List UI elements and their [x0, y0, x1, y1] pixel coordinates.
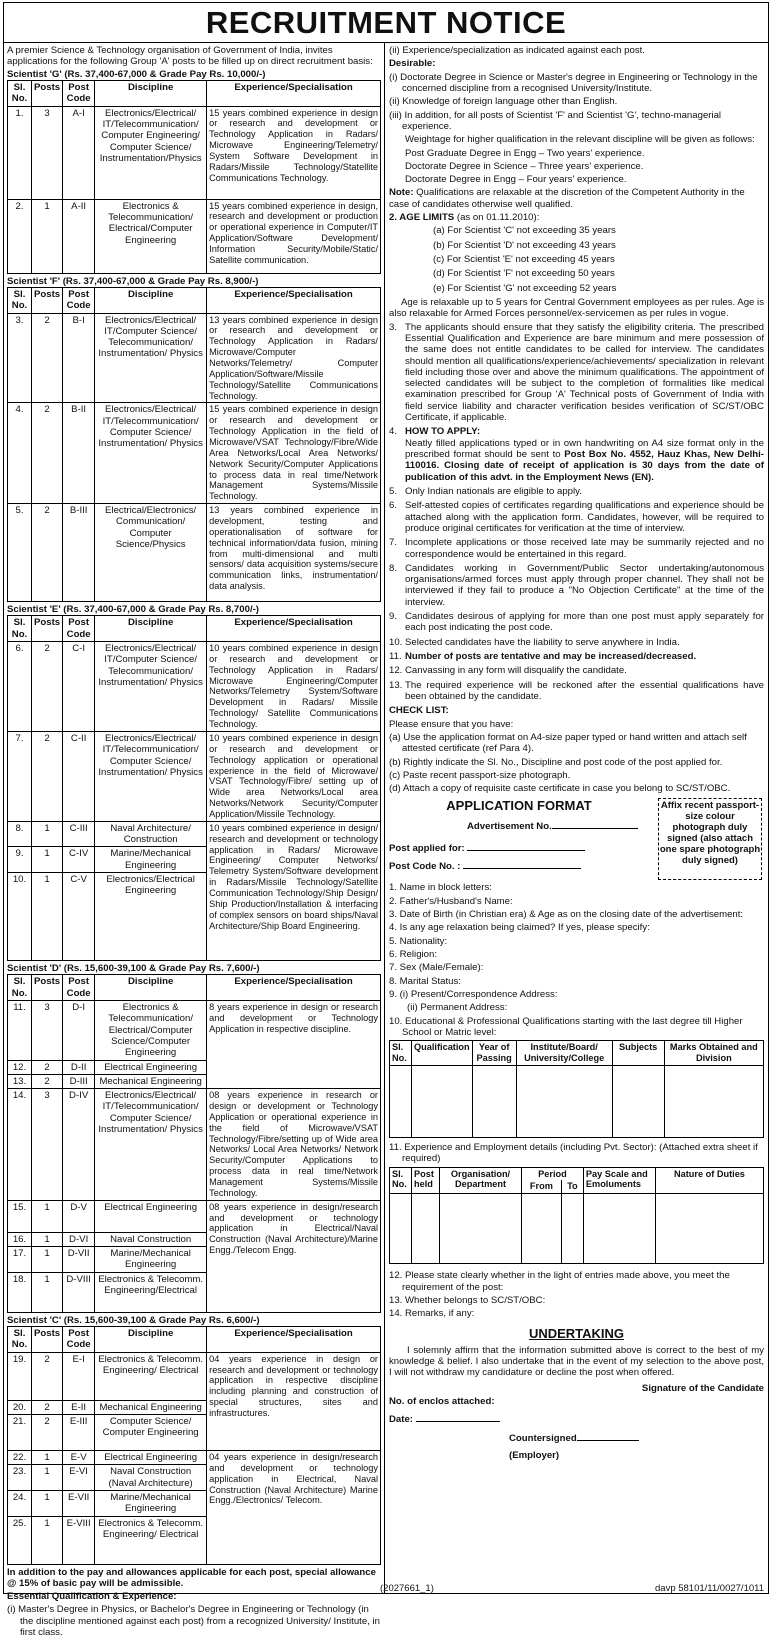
age-item: (a) For Scientist 'C' not exceeding 35 years — [433, 225, 616, 237]
cell-discipline: Electronics/Electrical/ IT/Telecommunication/ Computer Engineering/ Computer Science/ Instrumentation/Physics — [95, 106, 207, 199]
how-to-apply-text: Neatly filled applications typed or in own handwriting on A4 size format only in the prescribed format should be sent to — [405, 437, 764, 460]
age-limits-heading — [389, 212, 764, 223]
col-header: Institute/Board/ University/College — [516, 1041, 612, 1066]
cell-discipline: Electrical Engineering — [95, 1060, 207, 1074]
cell-posts: 2 — [32, 1414, 63, 1450]
essential-qualification-ii: (ii) Experience/specialization as indicated against each post. — [389, 45, 645, 56]
section-heading-d: Scientist 'D' (Rs. 15,600-39,100 & Grade Pay Rs. 7,600/-) — [7, 963, 260, 975]
note-label: Note: — [389, 187, 414, 199]
section-heading-c: Scientist 'C' (Rs. 15,600-39,100 & Grade Pay Rs. 6,600/-) — [7, 1314, 260, 1326]
special-allowance: In addition to the pay and allowances applicable for each post, special allowance @ 15% of basic pay will be admissible. — [7, 1566, 376, 1589]
col-header-sl: Sl. No. — [8, 975, 32, 1001]
cell-experience: 15 years combined experience in design, research and development or production or operational experience in Computer/IT Application/Software Development/ Information Security/Mobile/Static/ Satellite communication. — [207, 199, 381, 273]
undertaking-title: UNDERTAKING — [528, 1325, 625, 1341]
cell-sl: 19. — [8, 1352, 32, 1400]
table-row — [8, 1000, 381, 1060]
cell-code: D-V — [63, 1200, 95, 1232]
cell-experience-merged: 04 years experience in design/research and development or technology application in Electrical, Naval Construction (Naval Architecture) Marine Engg./Electronics/ Telecom. — [207, 1450, 381, 1564]
col-header: Post held — [412, 1167, 440, 1194]
table-scientist-e — [7, 615, 381, 961]
age-relaxation: Age is relaxable up to 5 years for Central Government employees as per rules. Age is also relaxable for Armed Forces personnel/ex-servicemen as per rules in vogue. — [389, 296, 764, 320]
age-label: 2. AGE LIMITS — [389, 212, 455, 224]
clause-text: The applicants should ensure that they satisfy the eligibility criteria. The prescribed Essential Qualification and Experience are bare minimum and mere possession of the same does not entitle candidates to be called for interview. The candidates should mention all qualifications/experience/achievements/ specialization in relevant field including those over and above the minimum qualifications. The appointment of selected candidates will be subject to the completion of formalities like medical examination prescribed for Group 'A' Technical posts of Government of India with field service liability and character verification besides verification of SC/ST/OBC Certificate, if applicable. — [405, 321, 764, 424]
clause-8: 8. Candidates working in Government/Public Sector undertaking/autonomous organisations/armed forces must apply through proper channel. They shall not be interviewed if they fail to produce a "No Objection Certificate" at the time of the interview. — [389, 562, 764, 608]
clause-text: Only Indian nationals are eligible to apply. — [405, 485, 582, 497]
age-item: (e) For Scientist 'G' not exceeding 52 years — [433, 282, 617, 294]
how-to-apply-address: Post Box No. 4552, Hauz Khas, New Delhi-110016. Closing date of receipt of application is 30 days from the date of publication of this advt. in the Employment News (EN). — [405, 449, 764, 483]
footer-code: (2027661_1) — [380, 1582, 434, 1594]
form-item: (ii) Permanent Address: — [407, 1002, 508, 1014]
cell-experience: 10 years combined experience in design or research and development or Technology application or operational experience in the field of Microwave/ VSAT Technology/Fibre/ setting up of Wide area Networks/Local area Networks/Network Security/Computer Application/Missile Technology. — [207, 731, 381, 821]
cell-posts: 1 — [32, 199, 63, 273]
cell-sl: 6. — [8, 642, 32, 732]
cell-discipline: Electronics & Telecomm. Engineering/ Electrical — [95, 1352, 207, 1400]
form-item: 7. Sex (Male/Female): — [389, 962, 484, 974]
cell-sl: 21. — [8, 1414, 32, 1450]
cell-code: E-VII — [63, 1490, 95, 1516]
col-header: From — [522, 1180, 562, 1193]
clause-6: 6. Self-attested copies of certificates regarding qualifications and experience should be attached along with the application form. Candidates, however, will be required to produce original certificates for verification at the time of interview. — [389, 500, 764, 534]
clause-text: The required experience will be reckoned after the essential qualifications have been obtained by the candidate. — [405, 679, 764, 702]
cell-discipline: Marine/Mechanical Engineering — [95, 1490, 207, 1516]
cell-posts: 2 — [32, 504, 63, 602]
form-item: 12. Please state clearly whether in the light of entries made above, you meet the requirement of the post: — [389, 1270, 730, 1293]
col-header-experience: Experience/Specialisation — [207, 287, 381, 313]
cell-code: D-VIII — [63, 1272, 95, 1312]
weightage-item: Doctorate Degree in Science – Three years' experience. — [405, 160, 644, 172]
col-header-posts: Posts — [32, 975, 63, 1001]
cell-code: C-V — [63, 873, 95, 961]
table-row — [8, 821, 381, 847]
cell-code: D-VII — [63, 1247, 95, 1273]
table-row — [8, 199, 381, 273]
table-row — [8, 504, 381, 602]
form-item: 11. Experience and Employment details (including Pvt. Sector): (Attached extra sheet if required) — [389, 1141, 758, 1165]
table-row — [8, 642, 381, 732]
col-header-experience: Experience/Specialisation — [207, 975, 381, 1001]
cell-experience-merged: 04 years experience in design or research and development or technology application in respective discipline including planning and construction of special structures, sites and infrastructures. — [207, 1352, 381, 1450]
cell-sl: 13. — [8, 1074, 32, 1088]
table-row — [390, 1065, 764, 1137]
clause-text: Incomplete applications or those received late may be summarily rejected and no correspondence would be entertained in this regard. — [405, 537, 764, 560]
col-header-sl: Sl. No. — [8, 287, 32, 313]
cell-sl: 9. — [8, 847, 32, 873]
qualification-table — [389, 1040, 764, 1138]
cell-code: E-V — [63, 1450, 95, 1464]
table-row — [390, 1194, 764, 1264]
cell-discipline: Naval Construction (Naval Architecture) — [95, 1465, 207, 1491]
check-item: (c) Paste recent passport-size photograph. — [389, 769, 571, 781]
cell-posts: 2 — [32, 1400, 63, 1414]
note — [389, 187, 764, 210]
col-header-code: Post Code — [63, 616, 95, 642]
cell-discipline: Mechanical Engineering — [95, 1074, 207, 1088]
col-header-discipline: Discipline — [95, 975, 207, 1001]
cell-discipline: Naval Architecture/ Construction — [95, 821, 207, 847]
col-header-experience: Experience/Specialisation — [207, 80, 381, 106]
clause-text: Canvassing in any form will disqualify the candidate. — [405, 665, 627, 677]
cell-sl: 23. — [8, 1465, 32, 1491]
form-item: 1. Name in block letters: — [389, 882, 492, 894]
form-item: 14. Remarks, if any: — [389, 1308, 475, 1320]
clause-11: 11. Number of posts are tentative and may be increased/decreased. — [389, 651, 764, 662]
advertisement-no: Advertisement No. — [389, 820, 764, 832]
table-row — [8, 403, 381, 504]
cell-sl: 11. — [8, 1000, 32, 1060]
clause-text: Candidates desirous of applying for more than one post must apply separately for each post indicating the post code. — [405, 611, 764, 634]
clause-13: 13. The required experience will be reckoned after the essential qualifications have been obtained by the candidate. — [389, 679, 764, 702]
cell-posts: 2 — [32, 642, 63, 732]
cell-experience-merged: 08 years experience in design/research and development or technology application in Electrical/Naval Construction (Naval Architecture)/Marine Engg./Telecom Engg. — [207, 1200, 381, 1312]
cell-experience-merged: 8 years experience in design or research and development or Technology Application in respective discipline. — [207, 1000, 381, 1088]
cell-discipline: Mechanical Engineering — [95, 1400, 207, 1414]
age-item: (d) For Scientist 'F' not exceeding 50 years — [433, 268, 615, 280]
cell-discipline: Electronics/Electrical Engineering — [95, 873, 207, 961]
desirable-item: (i) Doctorate Degree in Science or Master's degree in Engineering or Technology in the concerned discipline from a recognised University/Institute. — [389, 71, 758, 94]
cell-posts: 1 — [32, 1490, 63, 1516]
col-header-experience: Experience/Specialisation — [207, 1327, 381, 1353]
clause-text: Self-attested copies of certificates regarding qualifications and experience should be attached along with the application form. Candidates, however, will be required to produce original certificates for verification at the time of interview. — [405, 500, 764, 534]
cell-code: C-II — [63, 731, 95, 821]
cell-discipline: Computer Science/ Computer Engineering — [95, 1414, 207, 1450]
clause-9: 9. Candidates desirous of applying for more than one post must apply separately for each post indicating the post code. — [389, 611, 764, 634]
cell-sl: 2. — [8, 199, 32, 273]
col-header-discipline: Discipline — [95, 1327, 207, 1353]
cell-posts: 1 — [32, 1247, 63, 1273]
left-column — [4, 43, 385, 1638]
cell-discipline: Electrical Engineering — [95, 1450, 207, 1464]
note-text: Qualifications are relaxable at the discretion of the Competent Authority in the case of candidates otherwise well qualified. — [389, 187, 745, 210]
table-scientist-d — [7, 974, 381, 1312]
col-header: Year of Passing — [472, 1041, 516, 1066]
cell-sl: 12. — [8, 1060, 32, 1074]
cell-experience: 13 years combined experience in development, testing and operationalisation of software for technical information/data fusion, mining from multi-dimensional and multi sensors/ data acquisition systems/secure communication links, instrumentation/ data analysis. — [207, 504, 381, 602]
cell-discipline: Electronics/Electrical/ IT/Telecommunication/ Computer Science/ Instrumentation/ Physics — [95, 1089, 207, 1201]
cell-code: B-I — [63, 313, 95, 403]
cell-discipline: Electronics & Telecomm. Engineering/Electrical — [95, 1272, 207, 1312]
cell-posts: 1 — [32, 1272, 63, 1312]
essential-qualification-i: (i) Master's Degree in Physics, or Bachelor's Degree in Engineering or Technology (in the discipline mentioned against each post) from a recognized University/ Institute, in first class. — [7, 1604, 380, 1638]
col-header: Period — [522, 1167, 584, 1180]
cell-discipline: Naval Construction — [95, 1232, 207, 1246]
table-row — [8, 313, 381, 403]
clause-7: 7. Incomplete applications or those received late may be summarily rejected and no correspondence would be entertained in this regard. — [389, 537, 764, 560]
page-title: RECRUITMENT NOTICE — [3, 2, 769, 42]
col-header-code: Post Code — [63, 287, 95, 313]
weightage-text: Weightage for higher qualification in the relevant discipline will be given as follows: — [405, 134, 755, 146]
cell-code: D-VI — [63, 1232, 95, 1246]
col-header: Subjects — [612, 1041, 664, 1066]
how-to-apply-heading: HOW TO APPLY: — [405, 426, 481, 438]
cell-posts: 2 — [32, 731, 63, 821]
cell-discipline: Electronics/Electrical/ IT/Telecommunication/ Computer Science/ Instrumentation/ Physics — [95, 403, 207, 504]
col-header-code: Post Code — [63, 80, 95, 106]
cell-discipline: Marine/Mechanical Engineering — [95, 847, 207, 873]
cell-discipline: Electrical/Electronics/ Communication/ Computer Science/Physics — [95, 504, 207, 602]
col-header-sl: Sl. No. — [8, 80, 32, 106]
cell-experience: 15 years combined experience in design or research and development or Technology Application in Radars/ Microwave Engineering/Telemetry/ System Software Development in Radars/Missile Technology/Statellite Communications Technology. — [207, 106, 381, 199]
desirable-item: (iii) In addition, for all posts of Scientist 'F' and Scientist 'G', techno-managerial experience. — [389, 109, 722, 132]
cell-sl: 22. — [8, 1450, 32, 1464]
col-header-discipline: Discipline — [95, 80, 207, 106]
table-row — [8, 1352, 381, 1400]
cell-posts: 1 — [32, 847, 63, 873]
cell-posts: 1 — [32, 1200, 63, 1232]
cell-sl: 5. — [8, 504, 32, 602]
cell-discipline: Marine/Mechanical Engineering — [95, 1247, 207, 1273]
cell-posts: 3 — [32, 1089, 63, 1201]
clause-text: Candidates working in Government/Public Sector undertaking/autonomous organisations/armed forces must apply through proper channel. They shall not be interviewed if they fail to produce a "No Objection Certificate" at the time of the interview. — [405, 562, 764, 608]
cell-posts: 2 — [32, 403, 63, 504]
col-header-posts: Posts — [32, 80, 63, 106]
cell-discipline: Electronics & Telecommunication/ Electrical/Computer Science/Computer Engineering — [95, 1000, 207, 1060]
cell-discipline: Electronics/Electrical/ IT/Computer Science/ Telecommunication/ Instrumentation/ Physics — [95, 313, 207, 403]
cell-code: C-III — [63, 821, 95, 847]
intro-text: A premier Science & Technology organisation of Government of India, invites applications for the following Group 'A' posts to be filled up on direct recruitment basis: — [7, 45, 373, 68]
table-row — [8, 106, 381, 199]
cell-discipline: Electronics/Electrical/ IT/Computer Science/ Telecommunication/ Instrumentation/ Physics — [95, 642, 207, 732]
clause-5: 5. Only Indian nationals are eligible to apply. — [389, 486, 764, 497]
cell-sl: 25. — [8, 1516, 32, 1564]
col-header: Sl. No. — [390, 1041, 412, 1066]
col-header-discipline: Discipline — [95, 287, 207, 313]
cell-experience: 15 years combined experience in design or research and development or Technology Application in the field of Microwave/VSAT Technology/Fibre/Wide Area Networks/Local Area Networks/ Network Security/Computer Applications to process data in real time/Network Management Systems/Missile Technology. — [207, 403, 381, 504]
cell-sl: 17. — [8, 1247, 32, 1273]
date-label: Date: — [389, 1413, 764, 1425]
clause-12: 12. Canvassing in any form will disqualify the candidate. — [389, 665, 764, 676]
form-item: 8. Marital Status: — [389, 975, 461, 987]
cell-posts: 2 — [32, 1352, 63, 1400]
desirable-heading: Desirable: — [389, 58, 436, 70]
cell-sl: 14. — [8, 1089, 32, 1201]
col-header-discipline: Discipline — [95, 616, 207, 642]
cell-posts: 2 — [32, 313, 63, 403]
cell-posts: 1 — [32, 1465, 63, 1491]
form-item: 3. Date of Birth (in Christian era) & Age as on the closing date of the advertisement: — [389, 909, 744, 921]
cell-posts: 1 — [32, 1450, 63, 1464]
cell-sl: 8. — [8, 821, 32, 847]
signature-label: Signature of the Candidate — [641, 1382, 764, 1394]
right-column — [385, 43, 768, 1593]
cell-sl: 20. — [8, 1400, 32, 1414]
cell-sl: 18. — [8, 1272, 32, 1312]
table-scientist-f — [7, 287, 381, 602]
col-header: Sl. No. — [390, 1167, 412, 1194]
col-header-sl: Sl. No. — [8, 1327, 32, 1353]
enclosures-label: No. of enclos attached: — [389, 1396, 495, 1408]
cell-sl: 1. — [8, 106, 32, 199]
cell-sl: 16. — [8, 1232, 32, 1246]
photo-placeholder: Affix recent passport-size colour photograph duly signed (also attach one spare photograph duly signed) — [658, 798, 762, 880]
clause-text: Number of posts are tentative and may be increased/decreased. — [405, 651, 697, 662]
cell-posts: 3 — [32, 106, 63, 199]
col-header-posts: Posts — [32, 616, 63, 642]
check-item: (b) Rightly indicate the Sl. No., Discipline and post code of the post applied for. — [389, 756, 723, 768]
age-item: (b) For Scientist 'D' not exceeding 43 years — [433, 239, 616, 251]
post-code-no: Post Code No. : — [389, 860, 764, 872]
section-heading-e: Scientist 'E' (Rs. 37,400-67,000 & Grade Pay Rs. 8,700/-) — [7, 604, 259, 616]
cell-posts: 1 — [32, 1516, 63, 1564]
form-item: 10. Educational & Professional Qualifications starting with the last degree till Higher School or Matric level: — [389, 1015, 743, 1038]
table-scientist-g — [7, 80, 381, 274]
clause-3: 3. The applicants should ensure that they satisfy the eligibility criteria. The prescribed Essential Qualification and Experience are bare minimum and mere possession of the same does not entitle candidates to be called for interview. The candidates should mention all qualifications/experience/achievements/ specialization in relevant field including those over and above the minimum qualifications. The appointment of selected candidates will be subject to the completion of formalities like medical examination prescribed for Group 'A' Technical posts of Government of India with field service liability and character verification besides verification of SC/ST/OBC Certificate, if applicable. — [389, 321, 764, 424]
cell-discipline: Electronics & Telecomm. Engineering/ Electrical — [95, 1516, 207, 1564]
col-header: Nature of Duties — [655, 1167, 763, 1194]
cell-discipline: Electronics & Telecommunication/ Electrical/Computer Engineering — [95, 199, 207, 273]
cell-posts: 3 — [32, 1000, 63, 1060]
table-row — [8, 1200, 381, 1232]
cell-experience-merged: 10 years combined experience in design/ research and development or technology application in Radars/ Microwave Engineering/ Computer Networks/ Telemetry System/Software development in Radars/Missile Technology/Satellite Communication Technology/Ship Design/ Ship Production/Installation & interfacing of complex sensors on board ships/Naval Architecture/Ship Board Engineering. — [207, 821, 381, 960]
weightage-item: Post Graduate Degree in Engg – Two years' experience. — [405, 147, 645, 159]
table-row — [8, 731, 381, 821]
form-item: 9. (i) Present/Correspondence Address: — [389, 988, 558, 1000]
cell-experience: 08 years experience in research or design or development or Technology Application or operational experience in the field of Microwave/VSAT Technology/Fibre/setting up of Wide area Networks/ Local Area Networks/ Network Security/Computer Applications to process data in real time/Network Management Systems/Missile Technology. — [207, 1089, 381, 1201]
clause-text: Selected candidates have the liability to serve anywhere in India. — [405, 636, 680, 648]
cell-code: C-I — [63, 642, 95, 732]
check-list-heading: CHECK LIST: — [389, 705, 449, 717]
cell-discipline: Electrical Engineering — [95, 1200, 207, 1232]
post-applied-for: Post applied for: — [389, 842, 764, 854]
col-header-posts: Posts — [32, 1327, 63, 1353]
col-header-code: Post Code — [63, 1327, 95, 1353]
cell-code: C-IV — [63, 847, 95, 873]
cell-code: D-III — [63, 1074, 95, 1088]
cell-code: E-VI — [63, 1465, 95, 1491]
cell-code: D-II — [63, 1060, 95, 1074]
cell-code: E-II — [63, 1400, 95, 1414]
cell-discipline: Electronics/Electrical/ IT/Telecommunication/ Computer Science/ Instrumentation/ Physics — [95, 731, 207, 821]
col-header-code: Post Code — [63, 975, 95, 1001]
cell-code: A-II — [63, 199, 95, 273]
cell-posts: 2 — [32, 1060, 63, 1074]
table-scientist-c — [7, 1326, 381, 1565]
age-date: (as on 01.11.2010): — [454, 212, 540, 224]
form-item: 6. Religion: — [389, 949, 437, 960]
cell-posts: 1 — [32, 873, 63, 961]
check-item: (d) Attach a copy of requisite caste certificate in case you belong to SC/ST/OBC. — [389, 783, 731, 795]
form-item: 13. Whether belongs to SC/ST/OBC: — [389, 1294, 546, 1306]
desirable-item: (ii) Knowledge of foreign language other than English. — [389, 96, 618, 108]
experience-table — [389, 1167, 764, 1265]
cell-code: D-I — [63, 1000, 95, 1060]
cell-code: E-VIII — [63, 1516, 95, 1564]
form-item: 5. Nationality: — [389, 935, 448, 947]
footer-davp: davp 58101/11/0027/1011 — [655, 1582, 764, 1594]
cell-code: A-I — [63, 106, 95, 199]
cell-posts: 1 — [32, 821, 63, 847]
col-header-posts: Posts — [32, 287, 63, 313]
cell-code: B-II — [63, 403, 95, 504]
table-row — [8, 1450, 381, 1464]
check-item: (a) Use the application format on A4-size paper typed or hand written and attach self attested certificate (ref Para 4). — [389, 731, 747, 755]
cell-sl: 7. — [8, 731, 32, 821]
cell-experience: 13 years combined experience in design or research and development or Technology Application in Radars/ Microwave/Computer Networks/Telemetry/ Computer Application/Software/Missile Technology/Satellite Communications Technology. — [207, 313, 381, 403]
application-format-header — [389, 796, 764, 882]
col-header: Pay Scale and Emoluments — [583, 1167, 655, 1194]
cell-sl: 15. — [8, 1200, 32, 1232]
cell-sl: 3. — [8, 313, 32, 403]
cell-experience: 10 years combined experience in design or research and development or Technology Application in Radars/ Microwave Engineering/Computer Networks/Telemetry System/Software Development in Radars/ Missile Technology/ Satellite Communications Technology. — [207, 642, 381, 732]
col-header-sl: Sl. No. — [8, 616, 32, 642]
form-item: 4. Is any age relaxation being claimed? If yes, please specify: — [389, 922, 650, 934]
table-row — [8, 1089, 381, 1201]
cell-sl: 4. — [8, 403, 32, 504]
col-header: To — [561, 1180, 583, 1193]
essential-heading: Essential Qualification & Experience: — [7, 1591, 177, 1603]
cell-posts: 2 — [32, 1074, 63, 1088]
col-header-experience: Experience/Specialisation — [207, 616, 381, 642]
col-header: Qualification — [412, 1041, 473, 1066]
employer-label: (Employer) — [509, 1450, 560, 1462]
clause-10: 10. Selected candidates have the liability to serve anywhere in India. — [389, 637, 764, 648]
cell-posts: 1 — [32, 1232, 63, 1246]
undertaking-text: I solemnly affirm that the information submitted above is correct to the best of my knowledge & belief. I also undertake that in the event of my selection to the above post, I will not withdraw my candidature or decline the post when offered. — [389, 1344, 764, 1379]
weightage-item: Doctorate Degree in Engg – Four years' experience. — [405, 174, 627, 186]
application-format-title: APPLICATION FORMAT — [446, 798, 592, 814]
section-heading-f: Scientist 'F' (Rs. 37,400-67,000 & Grade Pay Rs. 8,900/-) — [7, 275, 259, 287]
cell-code: B-III — [63, 504, 95, 602]
col-header: Organisation/ Department — [440, 1167, 522, 1194]
age-item: (c) For Scientist 'E' not exceeding 45 years — [433, 254, 615, 265]
col-header: Marks Obtained and Division — [664, 1041, 763, 1066]
section-heading-g: Scientist 'G' (Rs. 37,400-67,000 & Grade Pay Rs. 10,000/-) — [7, 68, 266, 80]
cell-sl: 24. — [8, 1490, 32, 1516]
cell-code: D-IV — [63, 1089, 95, 1201]
cell-code: E-III — [63, 1414, 95, 1450]
cell-sl: 10. — [8, 873, 32, 961]
check-list-intro: Please ensure that you have: — [389, 718, 514, 730]
clause-4: 4. HOW TO APPLY: Neatly filled applications typed or in own handwriting on A4 size format only in the prescribed format should be sent to Post Box No. 4552, Hauz Khas, New Delhi-110016. Closing date of receipt of application is 30 days from the date of publication of this advt. in the Employment News (EN). — [389, 426, 764, 483]
countersigned-label: Countersigned — [389, 1432, 764, 1444]
cell-code: E-I — [63, 1352, 95, 1400]
form-item: 2. Father's/Husband's Name: — [389, 895, 513, 907]
